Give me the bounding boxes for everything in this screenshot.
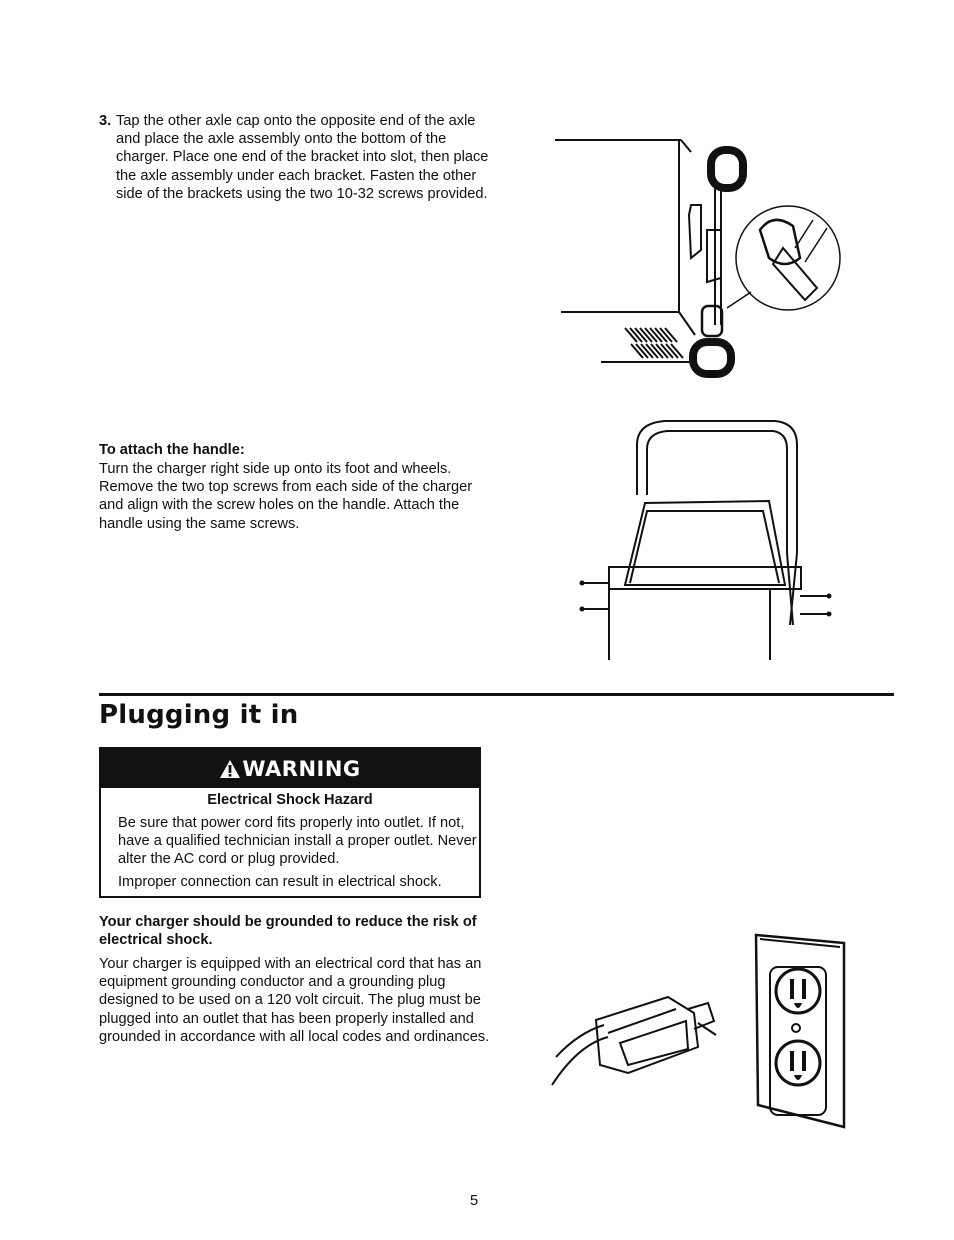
warning-subtitle: Electrical Shock Hazard	[207, 792, 373, 808]
step-3-text: Tap the other axle cap onto the opposite end of the axle and place the axle assembly onto the bottom of the charger. Place one end of the bracket into slot, then place the axle assembly under each bracket. Fasten the other side of the brackets using the two 10-32 screws provided.	[116, 113, 489, 202]
warning-box	[99, 747, 481, 898]
handle-heading: To attach the handle:	[99, 442, 245, 458]
page-number: 5	[470, 1193, 479, 1209]
step-3	[99, 112, 499, 203]
grounding-heading: Your charger should be grounded to reduce the risk of electrical shock.	[99, 914, 477, 949]
warning-header	[101, 749, 479, 788]
warning-label: WARNING	[242, 756, 361, 781]
section-title: Plugging it in	[99, 700, 299, 730]
warning-paragraph-2: Improper connection can result in electrical shock.	[118, 874, 442, 890]
grounding-text: Your charger is equipped with an electrical cord that has an equipment grounding conductor and a grounding plug designed to be used on a 120 volt circuit. The plug must be plugged into an outlet that has been properly installed and grounded in accordance with all local codes and ordinances.	[99, 956, 490, 1045]
handle-text: Turn the charger right side up onto its foot and wheels. Remove the two top screws from each side of the charger and align with the screw holes on the handle. Attach the handle using the same screws.	[99, 461, 473, 532]
warning-triangle-icon	[219, 759, 241, 779]
plug-outlet-illustration	[548, 925, 848, 1135]
handle-illustration	[575, 415, 845, 660]
section-divider	[99, 693, 894, 696]
axle-assembly-illustration	[555, 130, 845, 380]
step-number: 3.	[99, 113, 112, 129]
warning-paragraph-1: Be sure that power cord fits properly into outlet. If not, have a qualified technician install a proper outlet. Never alter the AC cord or plug provided.	[118, 815, 477, 868]
